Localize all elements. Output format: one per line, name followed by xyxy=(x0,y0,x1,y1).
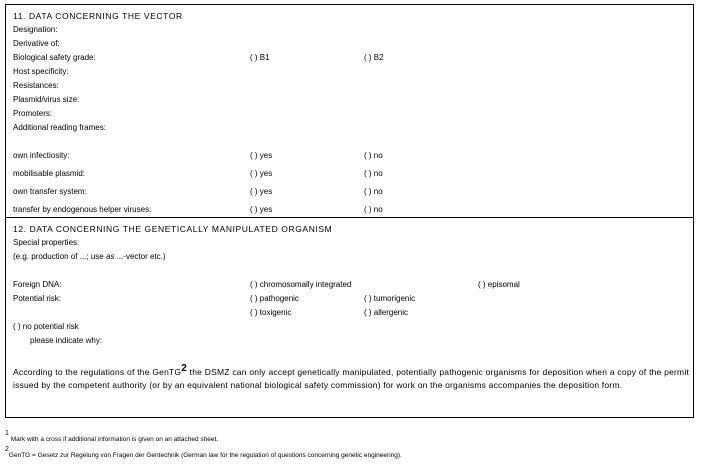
transfer-yes-checkbox[interactable]: ( ) yes xyxy=(250,187,273,196)
b2-checkbox[interactable]: ( ) B2 xyxy=(364,53,384,62)
resistances-label: Resistances: xyxy=(13,81,59,90)
transfer-label: own transfer system: xyxy=(13,187,87,196)
tumorigenic-checkbox[interactable]: ( ) tumorigenic xyxy=(364,294,416,303)
foreign-dna-label: Foreign DNA: xyxy=(13,280,62,289)
helper-yes-checkbox[interactable]: ( ) yes xyxy=(250,205,273,214)
section-12-heading: 12. DATA CONCERNING THE GENETICALLY MANIPULATED ORGANISM xyxy=(13,224,333,234)
host-specificity-label: Host specificity: xyxy=(13,67,69,76)
toxigenic-checkbox[interactable]: ( ) toxigenic xyxy=(250,308,292,317)
mobilisable-no-checkbox[interactable]: ( ) no xyxy=(364,169,383,178)
special-properties-label: Special properties: xyxy=(13,238,80,247)
special-properties-example: (e.g. production of ...; use as ...-vector etc.) xyxy=(13,252,166,261)
helper-no-checkbox[interactable]: ( ) no xyxy=(364,205,383,214)
size-label: Plasmid/virus size: xyxy=(13,95,80,104)
chromosomally-checkbox[interactable]: ( ) chromosomally integrated xyxy=(250,280,352,289)
infectiosity-label: own infectiosity: xyxy=(13,151,70,160)
derivative-label: Derivative of: xyxy=(13,39,60,48)
mobilisable-yes-checkbox[interactable]: ( ) yes xyxy=(250,169,273,178)
promoters-label: Promoters: xyxy=(13,109,53,118)
transfer-no-checkbox[interactable]: ( ) no xyxy=(364,187,383,196)
allergenic-checkbox[interactable]: ( ) allergenic xyxy=(364,308,409,317)
section-12-organism xyxy=(5,217,694,418)
mobilisable-label: mobilisable plasmid: xyxy=(13,169,86,178)
reading-frames-label: Additional reading frames: xyxy=(13,123,106,132)
designation-label: Designation: xyxy=(13,25,58,34)
section-11-vector xyxy=(5,4,694,218)
episomal-checkbox[interactable]: ( ) episomal xyxy=(478,280,520,289)
footnote-1: $^1$ Mark with a cross if additional information is given on an attached sheet. xyxy=(5,430,219,444)
indicate-why-label: please indicate why: xyxy=(30,336,103,345)
footnote-2: $^2$GenTG = Gesetz zur Regelung von Fragen der Gentechnik (German law for the regulation of questions concerning genetic engineering). xyxy=(5,446,402,460)
pathogenic-checkbox[interactable]: ( ) pathogenic xyxy=(250,294,299,303)
genTG-notice: According to the regulations of the GenTG$^2$ the DSMZ can only accept genetically manipulated, potentially pathogenic organisms for deposition when a copy of the permit issued by the competent authority (or by an equivalent national biological safety commission) for work on the organisms accompanies the deposition form. xyxy=(13,363,689,390)
risk-label: Potential risk: xyxy=(13,294,62,303)
footnote-ref: 2 xyxy=(181,363,187,374)
section-11-heading: 11. DATA CONCERNING THE VECTOR xyxy=(13,11,183,21)
biosafety-label: Biological safety grade: xyxy=(13,53,96,62)
helper-label: transfer by endogenous helper viruses: xyxy=(13,205,152,214)
infectiosity-no-checkbox[interactable]: ( ) no xyxy=(364,151,383,160)
infectiosity-yes-checkbox[interactable]: ( ) yes xyxy=(250,151,273,160)
no-risk-checkbox[interactable]: ( ) no potential risk xyxy=(13,322,79,331)
b1-checkbox[interactable]: ( ) B1 xyxy=(250,53,270,62)
